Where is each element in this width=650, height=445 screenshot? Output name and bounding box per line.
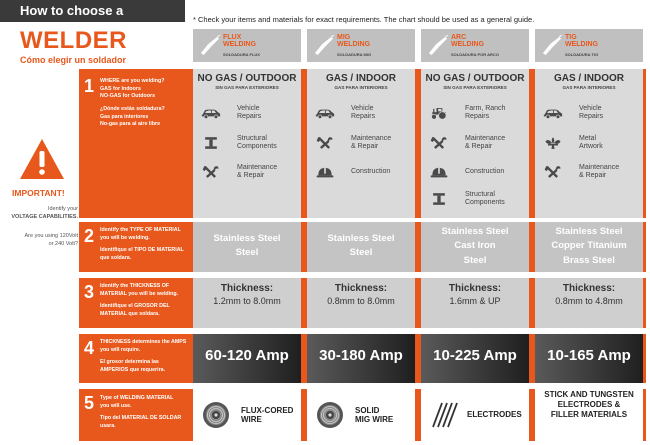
app-item: Structural Components — [201, 135, 277, 151]
stick-tungsten-text: STICK AND TUNGSTEN ELECTRODES & FILLER MATERIALS — [544, 390, 634, 419]
tools-icon — [201, 164, 221, 180]
i-beam-icon — [429, 191, 449, 207]
important-label: IMPORTANT! — [12, 188, 65, 198]
car-icon — [543, 105, 563, 121]
amp-cell-tig: 10-165 Amp — [535, 334, 643, 383]
voltage-question-1: Are you using 120Volt — [24, 233, 78, 239]
thickness-cell-mig: Thickness: 0.8mm to 8.0mm — [307, 278, 415, 328]
material-cell-flux: Stainless Steel Steel — [193, 222, 301, 272]
gas-cell-mig: GAS / INDOOR GAS PARA INTERIORES Vehicle Repairs Maintenance & Repair Construction — [307, 69, 415, 218]
page-title: WELDER — [20, 27, 127, 54]
tig-torch-icon — [541, 35, 563, 55]
warning-icon — [18, 137, 66, 181]
welder-header-mig: MIG WELDING SOLDADURA MIG — [307, 29, 415, 62]
header-bar — [0, 0, 185, 22]
app-item: Maintenance & Repair — [201, 164, 277, 180]
app-item: Metal Artwork — [543, 135, 603, 151]
step-3-number: 3 — [83, 282, 94, 302]
welder-header-arc: ARC WELDING SOLDADURA POR ARCO — [421, 29, 529, 62]
app-item: Construction — [429, 164, 504, 180]
identify-text: Identify your — [48, 206, 78, 212]
guide-note: * Check your items and materials for exact requirements. The chart should be used as a general guide. — [193, 15, 535, 24]
consumable-cell-arc: ELECTRODES — [421, 389, 529, 441]
tools-icon — [429, 135, 449, 151]
app-item: Farm, Ranch Repairs — [429, 105, 505, 121]
consumable-cell-tig — [535, 389, 643, 441]
voltage-text: VOLTAGE CAPABILITIES. — [11, 214, 78, 220]
app-item: Vehicle Repairs — [543, 105, 603, 121]
gas-cell-tig: GAS / INDOOR GAS PARA INTERIORES Vehicle Repairs Metal Artwork Maintenance & Repair — [535, 69, 643, 218]
app-item: Maintenance & Repair — [543, 164, 619, 180]
thickness-cell-flux: Thickness: 1.2mm to 8.0mm — [193, 278, 301, 328]
welder-header-flux: FLUX WELDING SOLDADURA FLUX — [193, 29, 301, 62]
app-item: Construction — [315, 164, 390, 180]
i-beam-icon — [201, 135, 221, 151]
step-2-text: Identify the TYPE OF MATERIAL you will be welding. Identifique el TIPO DE MATERIAL que soldara. — [100, 227, 184, 262]
step-2-number: 2 — [83, 226, 94, 246]
step-4-number: 4 — [83, 338, 94, 358]
material-cell-mig: Stainless Steel Steel — [307, 222, 415, 272]
step-1-text: WHERE are you welding? GAS for Indoors NO-GAS for Outdoors ¿Dónde estás soldadura? Gas para interiores No-gas para al aire libre — [100, 78, 165, 128]
tractor-icon — [429, 105, 449, 121]
electrodes-icon — [427, 400, 459, 430]
hardhat-icon — [429, 164, 449, 180]
consumable-cell-mig: SOLID MIG WIRE — [307, 389, 415, 441]
how-to-label: How to choose a — [20, 3, 124, 18]
amp-cell-flux: 60-120 Amp — [193, 334, 301, 383]
gas-cell-flux: NO GAS / OUTDOOR SIN GAS PARA EXTERIORES Vehicle Repairs Structural Components Maintenance & Repair — [193, 69, 301, 218]
wire-spool-icon — [201, 400, 231, 430]
voltage-question-2: or 240 Volt? — [48, 241, 78, 247]
mig-gun-icon — [313, 35, 335, 55]
app-item: Structural Components — [429, 191, 505, 207]
wire-spool-icon — [315, 400, 345, 430]
step-4-text: THICKNESS determines the AMPS you will require. El grosor determina las AMPERIOS que requerira. — [100, 339, 187, 374]
amp-cell-arc: 10-225 Amp — [421, 334, 529, 383]
app-item: Vehicle Repairs — [201, 105, 261, 121]
thickness-cell-tig: Thickness: 0.8mm to 4.8mm — [535, 278, 643, 328]
car-icon — [315, 105, 335, 121]
fleur-icon — [543, 135, 563, 151]
consumable-cell-flux: FLUX-CORED WIRE — [193, 389, 301, 441]
welder-header-tig: TIG WELDING SOLDADURA TIG — [535, 29, 643, 62]
amp-cell-mig: 30-180 Amp — [307, 334, 415, 383]
flux-gun-icon — [199, 35, 221, 55]
app-item: Maintenance & Repair — [315, 135, 391, 151]
material-cell-tig: Stainless Steel Copper Titanium Brass Steel — [535, 222, 643, 272]
step-3-text: Identify the THICKNESS OF MATERIAL you will be welding. Identifique el GROSOR DEL MATERIAL que soldara. — [100, 283, 179, 318]
gas-cell-arc: NO GAS / OUTDOOR SIN GAS PARA EXTERIORES Farm, Ranch Repairs Maintenance & Repair Construction Structural Components — [421, 69, 529, 218]
step-1-number: 1 — [83, 76, 94, 96]
material-cell-arc: Stainless Steel Cast Iron Steel — [421, 222, 529, 272]
tools-icon — [315, 135, 335, 151]
arc-holder-icon — [427, 35, 449, 55]
page-subtitle: Cómo elegir un soldador — [20, 55, 127, 65]
hardhat-icon — [315, 164, 335, 180]
app-item: Vehicle Repairs — [315, 105, 375, 121]
thickness-cell-arc: Thickness: 1.6mm & UP — [421, 278, 529, 328]
tools-icon — [543, 164, 563, 180]
car-icon — [201, 105, 221, 121]
app-item: Maintenance & Repair — [429, 135, 505, 151]
step-5-text: Type of WELDING MATERIAL you will use. Tipo del MATERIAL DE SOLDAR usara. — [100, 395, 182, 430]
step-5-number: 5 — [83, 393, 94, 413]
